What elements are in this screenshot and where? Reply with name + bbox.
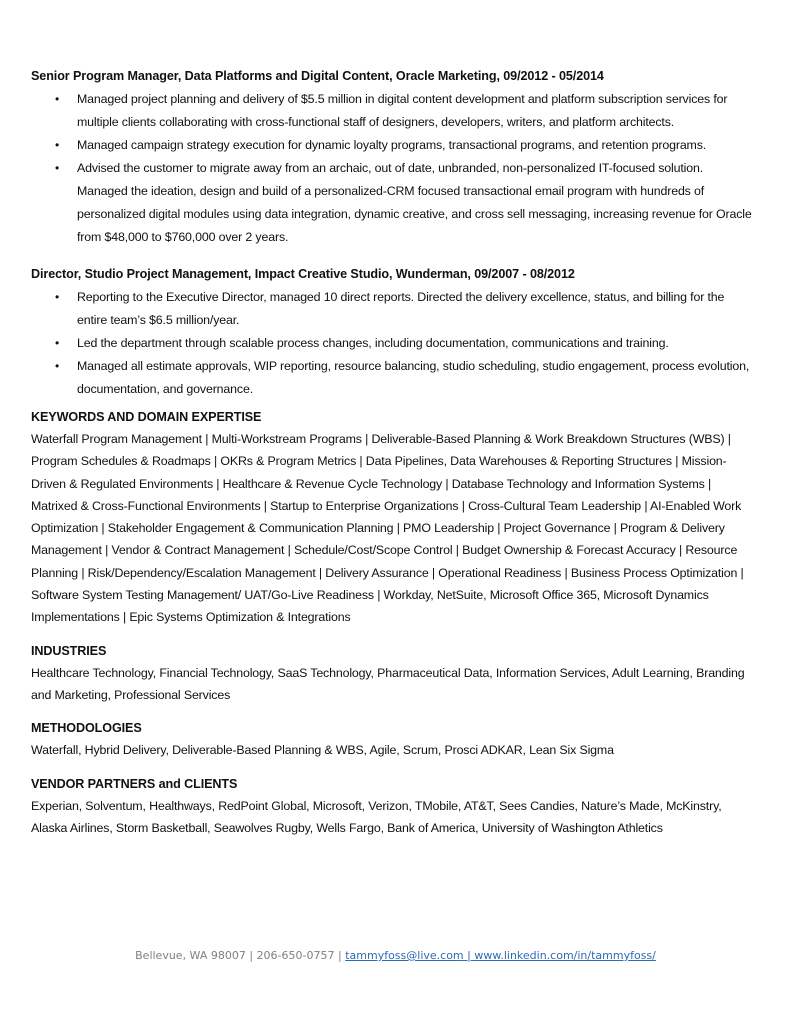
bullet-icon: • [55,138,60,152]
resume-page [31,66,756,839]
footer-separator: | [334,949,346,962]
bullet-item [31,355,756,401]
bullet-icon: • [55,336,60,350]
section-keywords [31,407,756,629]
section-heading: VENDOR PARTNERS and CLIENTS [31,776,238,791]
section-heading: METHODOLOGIES [31,721,142,736]
job-bullets [31,88,756,249]
job-title: Director, Studio Project Management, Impact Creative Studio, Wunderman, 09/2007 - 08/2012 [31,267,575,281]
job-wunderman [31,264,756,401]
section-body: Waterfall Program Management | Multi-Workstream Programs | Deliverable-Based Planning & Work Breakdown Structures (WBS) | Program Schedules & Roadmaps | OKRs & Program Metrics | Data Pipelines, Data Warehouses & Reporting Structures | Mission-Driven & Regulated Environments | Healthcare & Revenue Cycle Technology | Database Technology and Information Systems | Matrixed & Cross-Functional Environments | Startup to Enterprise Organizations | Cross-Cultural Team Leadership | AI-Enabled Work Optimization | Stakeholder Engagement & Communication Planning | PMO Leadership | Project Governance | Program & Delivery Management | Vendor & Contract Management | Schedule/Cost/Scope Control | Budget Ownership & Forecast Accuracy | Resource Planning | Risk/Dependency/Escalation Management | Delivery Assurance | Operational Readiness | Business Process Optimization | Software System Testing Management/ UAT/Go-Live Readiness | Workday, NetSuite, Microsoft Office 365, Microsoft Dynamics Implementations | Epic Systems Optimization & Integrations [31,432,744,625]
email-link-text: tammyfoss@live.com [345,949,464,962]
section-methodologies [31,718,756,761]
bullet-icon: • [55,92,60,106]
section-heading: INDUSTRIES [31,643,107,658]
email-link[interactable] [345,949,656,962]
bullet-text: Managed campaign strategy execution for dynamic loyalty programs, transactional programs, and retention programs. [77,138,707,152]
job-title: Senior Program Manager, Data Platforms and Digital Content, Oracle Marketing, 09/2012 - 05/2014 [31,69,604,83]
bullet-item [31,332,756,355]
bullet-item [31,286,756,332]
bullet-text: Led the department through scalable process changes, including documentation, communications and training. [77,336,669,350]
bullet-text: Advised the customer to migrate away from an archaic, out of date, unbranded, non-personalized IT-focused solution. Managed the ideation, design and build of a personalized-CRM focused transactional email program with hundreds of personalized digital modules using data integration, dynamic creative, and cross sell messaging, increasing revenue for Oracle from $48,000 to $760,000 over 2 years. [77,161,752,244]
section-body: Experian, Solventum, Healthways, RedPoint Global, Microsoft, Verizon, TMobile, AT&T, Sees Candies, Nature’s Made, McKinstry, Alaska Airlines, Storm Basketball, Seawolves Rugby, Wells Fargo, Bank of America, University of Washington Athletics [31,798,722,835]
bullet-item [31,88,756,134]
section-industries [31,641,756,707]
section-body: Waterfall, Hybrid Delivery, Deliverable-Based Planning & WBS, Agile, Scrum, Prosci ADKAR, Lean Six Sigma [31,743,614,758]
footer-separator: | [463,949,475,962]
linkedin-link-text[interactable]: www.linkedin.com/in/tammyfoss/ [474,949,656,962]
section-body: Healthcare Technology, Financial Technology, SaaS Technology, Pharmaceutical Data, Information Services, Adult Learning, Branding and Marketing, Professional Services [31,665,745,702]
bullet-text: Reporting to the Executive Director, managed 10 direct reports. Directed the delivery excellence, status, and billing for the entire team’s $6.5 million/year. [77,290,725,327]
bullet-item [31,157,756,249]
section-vendors [31,774,756,840]
footer-location: Bellevue, WA 98007 [135,949,246,962]
bullet-text: Managed project planning and delivery of $5.5 million in digital content development and platform subscription services for multiple clients collaborating with cross-functional staff of designers, developers, writers, and platform architects. [77,92,728,129]
section-heading: KEYWORDS AND DOMAIN EXPERTISE [31,410,262,424]
job-bullets [31,286,756,401]
bullet-icon: • [55,290,60,304]
job-oracle [31,66,756,249]
bullet-item [31,134,756,157]
footer-separator: | [245,949,257,962]
contact-footer [0,949,791,962]
bullet-icon: • [55,359,60,373]
bullet-text: Managed all estimate approvals, WIP reporting, resource balancing, studio scheduling, studio engagement, process evolution, documentation, and governance. [77,359,750,396]
footer-phone: 206-650-0757 [256,949,335,962]
bullet-icon: • [55,161,60,175]
